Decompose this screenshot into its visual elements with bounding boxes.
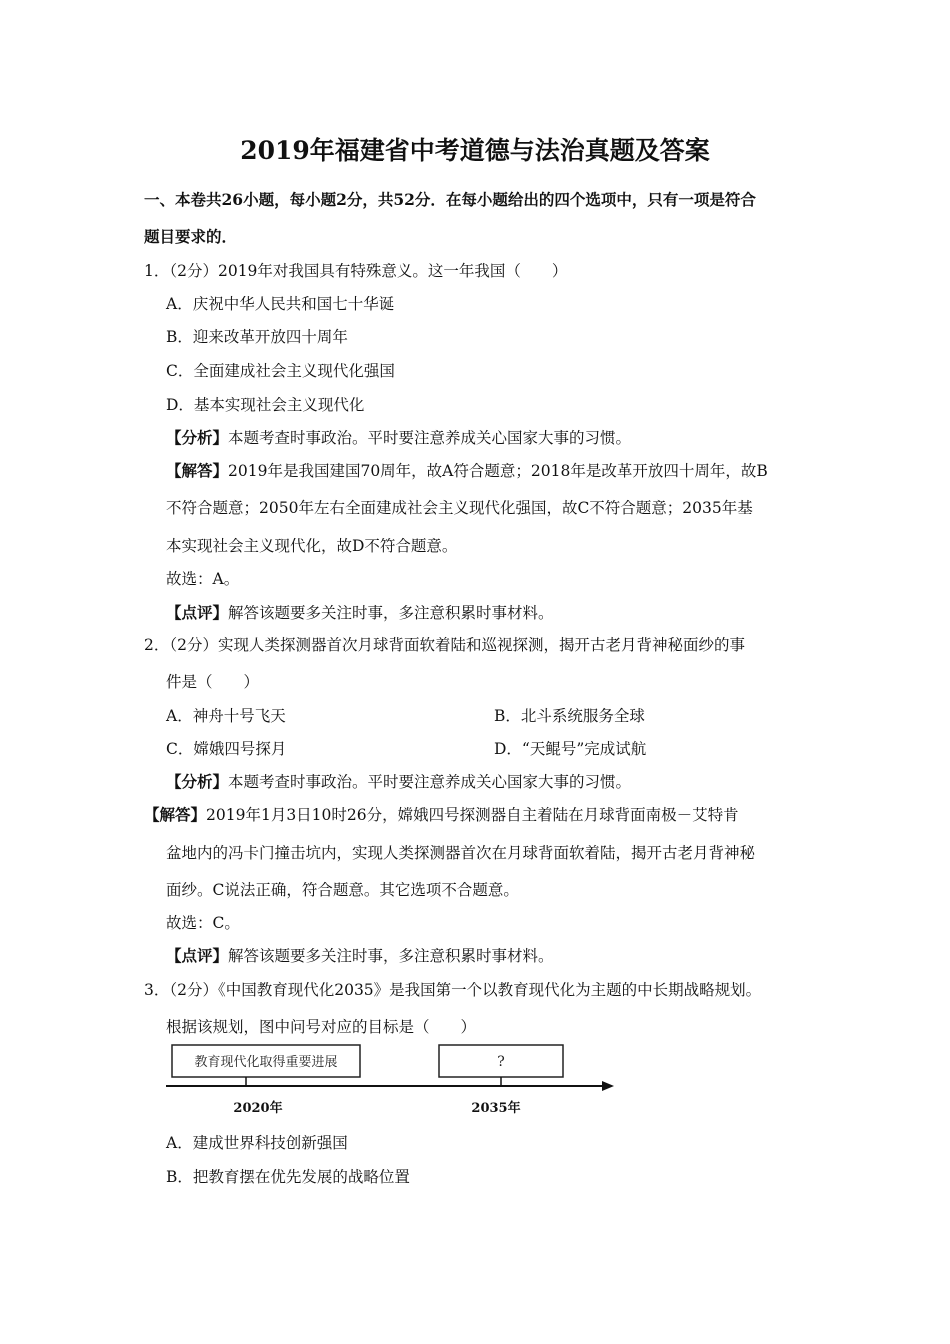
timeline-arrow-icon bbox=[602, 1081, 614, 1091]
q2-stem-line-2: 件是（ ） bbox=[166, 673, 260, 691]
q1-stem: 1．（2分）2019年对我国具有特殊意义。这一年我国（ ） bbox=[144, 262, 568, 280]
q1-option-d: D．基本实现社会主义现代化 bbox=[166, 396, 365, 414]
q3-option-a: A．建成世界科技创新强国 bbox=[166, 1134, 348, 1152]
timeline-year-2035: 2035年 bbox=[471, 1101, 521, 1116]
analysis-text: 本题考查时事政治。平时要注意养成关心国家大事的习惯。 bbox=[228, 773, 632, 791]
q1-choice: 故选：A。 bbox=[166, 570, 240, 588]
q2-comment bbox=[166, 946, 554, 966]
section-instruction-line-1: 一、本卷共26小题，每小题2分，共52分．在每小题给出的四个选项中，只有一项是符合 bbox=[144, 190, 756, 209]
comment-text: 解答该题要多关注时事，多注意积累时事材料。 bbox=[228, 947, 554, 965]
q3-stem-line-2: 根据该规划，图中问号对应的目标是（ ） bbox=[166, 1018, 477, 1036]
answer-label: 【解答】 bbox=[166, 461, 229, 480]
comment-label: 【点评】 bbox=[166, 603, 229, 622]
q2-answer-line-3: 面纱。C说法正确，符合题意。其它选项不合题意。 bbox=[166, 881, 519, 899]
q1-comment bbox=[166, 603, 554, 623]
q3-stem-line-1: 3．（2分）《中国教育现代化2035》是我国第一个以教育现代化为主题的中长期战略规划。 bbox=[144, 981, 762, 999]
q2-option-d: D．“天鲲号”完成试航 bbox=[494, 740, 647, 758]
q2-answer-line-2: 盆地内的冯卡门撞击坑内，实现人类探测器首次在月球背面软着陆，揭开古老月背神秘 bbox=[166, 844, 756, 862]
q2-analysis bbox=[166, 772, 631, 792]
comment-label: 【点评】 bbox=[166, 946, 229, 965]
q1-option-c: C．全面建成社会主义现代化强国 bbox=[166, 362, 395, 380]
q1-answer-line-1 bbox=[166, 461, 768, 481]
q3-option-b: B．把教育摆在优先发展的战略位置 bbox=[166, 1168, 410, 1186]
q2-option-c: C．嫦娥四号探月 bbox=[166, 740, 287, 758]
q1-analysis bbox=[166, 428, 631, 448]
section-instruction-line-2: 题目要求的． bbox=[144, 227, 238, 246]
q1-option-b: B．迎来改革开放四十周年 bbox=[166, 328, 348, 346]
answer-text: 2019年1月3日10时26分，嫦娥四号探测器自主着陆在月球背面南极－艾特肯 bbox=[206, 806, 739, 824]
q2-option-b: B．北斗系统服务全球 bbox=[494, 707, 645, 725]
q1-answer-line-2: 不符合题意；2050年左右全面建成社会主义现代化强国，故C不符合题意；2035年基 bbox=[166, 499, 753, 517]
comment-text: 解答该题要多关注时事，多注意积累时事材料。 bbox=[228, 604, 554, 622]
q2-choice: 故选：C。 bbox=[166, 914, 240, 932]
timeline-box-2020-label: 教育现代化取得重要进展 bbox=[194, 1055, 338, 1070]
page-title: 2019年福建省中考道德与法治真题及答案 bbox=[240, 136, 710, 165]
answer-label: 【解答】 bbox=[144, 805, 207, 824]
analysis-label: 【分析】 bbox=[166, 428, 229, 447]
q1-option-a: A．庆祝中华人民共和国七十华诞 bbox=[166, 295, 395, 313]
q2-option-a: A．神舟十号飞天 bbox=[166, 707, 286, 725]
timeline-figure bbox=[166, 1040, 626, 1120]
q2-stem-line-1: 2．（2分）实现人类探测器首次月球背面软着陆和巡视探测，揭开古老月背神秘面纱的事 bbox=[144, 636, 745, 654]
q2-answer-line-1 bbox=[144, 805, 739, 825]
analysis-label: 【分析】 bbox=[166, 772, 229, 791]
timeline-box-2035-label: ? bbox=[497, 1054, 505, 1070]
q1-answer-line-3: 本实现社会主义现代化，故D不符合题意。 bbox=[166, 537, 458, 555]
answer-text: 2019年是我国建国70周年，故A符合题意；2018年是改革开放四十周年，故B bbox=[228, 462, 768, 480]
timeline-year-2020: 2020年 bbox=[233, 1101, 283, 1116]
analysis-text: 本题考查时事政治。平时要注意养成关心国家大事的习惯。 bbox=[228, 429, 632, 447]
